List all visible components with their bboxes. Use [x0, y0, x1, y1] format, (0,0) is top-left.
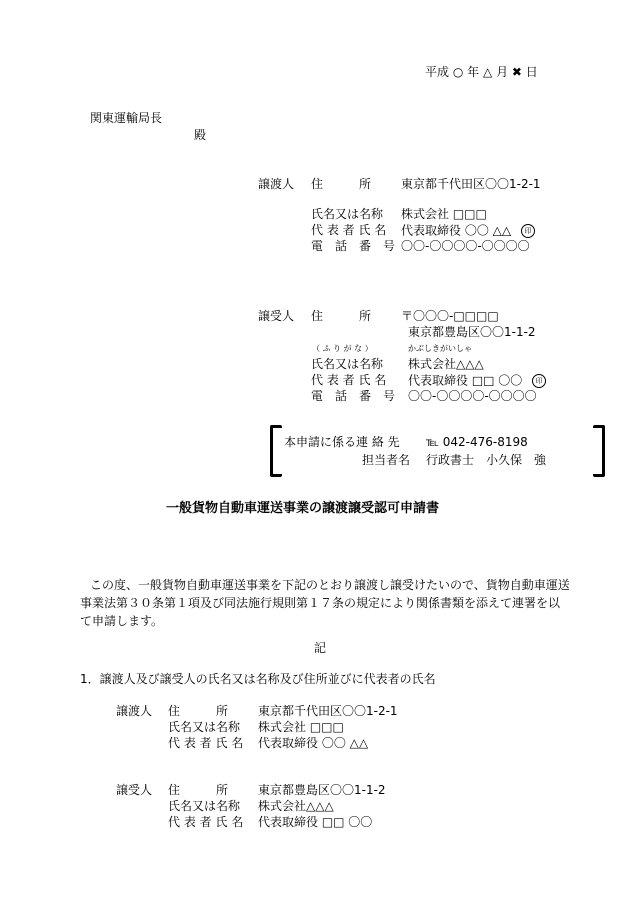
- transferee-rep-text: 代表取締役 □□ 〇〇: [408, 373, 523, 388]
- s1-transferor-name-label: 氏名又は名称: [168, 720, 241, 734]
- body-paragraph: [80, 576, 570, 630]
- s1-transferor-role: 譲渡人: [116, 704, 153, 718]
- s1-transferor-name: 株式会社 □□□: [258, 720, 344, 734]
- date-hi: 日: [525, 65, 538, 79]
- s1-transferee-role: 譲受人: [116, 783, 153, 797]
- transferee-name: 株式会社△△△: [408, 357, 484, 371]
- s1-transferor-address: 東京都千代田区〇〇1-2-1: [258, 704, 398, 718]
- transferee-furigana-label: （ ふ り が な ）: [312, 344, 373, 353]
- date-nen: 年: [467, 65, 480, 79]
- transferor-tel: 〇〇-〇〇〇〇-〇〇〇〇: [401, 239, 530, 253]
- date-era: 平成: [425, 65, 450, 79]
- contact-tel-number: 042-476-8198: [442, 435, 528, 449]
- transferee-tel-label: 電 話 番 号: [311, 389, 396, 403]
- s1-transferee-address: 東京都豊島区〇〇1-1-2: [258, 783, 386, 797]
- date-day: ✖: [511, 65, 522, 79]
- transferor-name: 株式会社 □□□: [401, 207, 487, 221]
- s1-transferee-address-label: 住 所: [168, 783, 229, 797]
- body-text: この度、一般貨物自動車運送事業を下記のとおり譲渡し譲受けたいので、貨物自動車運送事業法第３０条第１項及び同法施行規則第１７条の規定により関係書類を添えて連署を以て申請します。: [80, 578, 570, 628]
- transferor-address-label: 住 所: [311, 177, 372, 191]
- contact-label: 本申請に係る連 絡 先: [284, 435, 400, 449]
- transferee-address: 東京都豊島区〇〇1-1-2: [408, 325, 536, 339]
- section1-heading: 1．譲渡人及び譲受人の氏名又は名称及び住所並びに代表者の氏名: [80, 672, 436, 686]
- transferee-role: 譲受人: [258, 309, 295, 323]
- bracket-left: [270, 425, 282, 477]
- s1-transferee-name: 株式会社△△△: [258, 799, 334, 813]
- transferee-rep-label: 代 表 者 氏 名: [311, 373, 387, 387]
- date: [425, 66, 538, 78]
- transferor-address: 東京都千代田区〇〇1-2-1: [401, 177, 541, 191]
- contact-tel: [426, 436, 528, 448]
- ki-heading: 記: [314, 641, 327, 655]
- s1-transferor-rep-label: 代 表 者 氏 名: [168, 736, 244, 750]
- phone-icon: ℡: [426, 435, 439, 449]
- date-month: △: [483, 65, 493, 79]
- seal-icon: 印: [521, 224, 535, 238]
- contact-person-label: 担当者名: [362, 453, 411, 467]
- s1-transferor-address-label: 住 所: [168, 704, 229, 718]
- transferor-name-label: 氏名又は名称: [311, 207, 384, 221]
- transferor-role: 譲渡人: [258, 177, 295, 191]
- transferor-rep-label: 代 表 者 氏 名: [311, 223, 387, 237]
- contact-person: 行政書士 小久保 強: [426, 453, 547, 467]
- s1-transferee-name-label: 氏名又は名称: [168, 799, 241, 813]
- transferee-tel: 〇〇-〇〇〇〇-〇〇〇〇: [408, 389, 537, 403]
- addressee-honorific: 殿: [194, 128, 207, 142]
- transferor-rep: [401, 224, 535, 238]
- addressee-name: 関東運輸局長: [90, 111, 163, 125]
- s1-transferor-rep: 代表取締役 〇〇 △△: [258, 736, 369, 750]
- transferee-postal: 〒〇〇〇-□□□□: [401, 309, 499, 323]
- bracket-right: [593, 425, 605, 477]
- transferee-rep: [408, 374, 546, 388]
- s1-transferee-rep: 代表取締役 □□ 〇〇: [258, 815, 373, 829]
- s1-transferee-rep-label: 代 表 者 氏 名: [168, 815, 244, 829]
- transferor-rep-text: 代表取締役 〇〇 △△: [401, 223, 512, 238]
- date-tsuki: 月: [496, 65, 509, 79]
- transferee-address-label: 住 所: [311, 309, 372, 323]
- seal-icon: 印: [532, 374, 546, 388]
- page-title: 一般貨物自動車運送事業の譲渡譲受認可申請書: [166, 501, 440, 516]
- date-year: ○: [452, 65, 464, 79]
- transferee-furigana: かぶしきがいしゃ: [408, 344, 472, 353]
- transferee-name-label: 氏名又は名称: [311, 357, 384, 371]
- transferor-tel-label: 電 話 番 号: [311, 239, 396, 253]
